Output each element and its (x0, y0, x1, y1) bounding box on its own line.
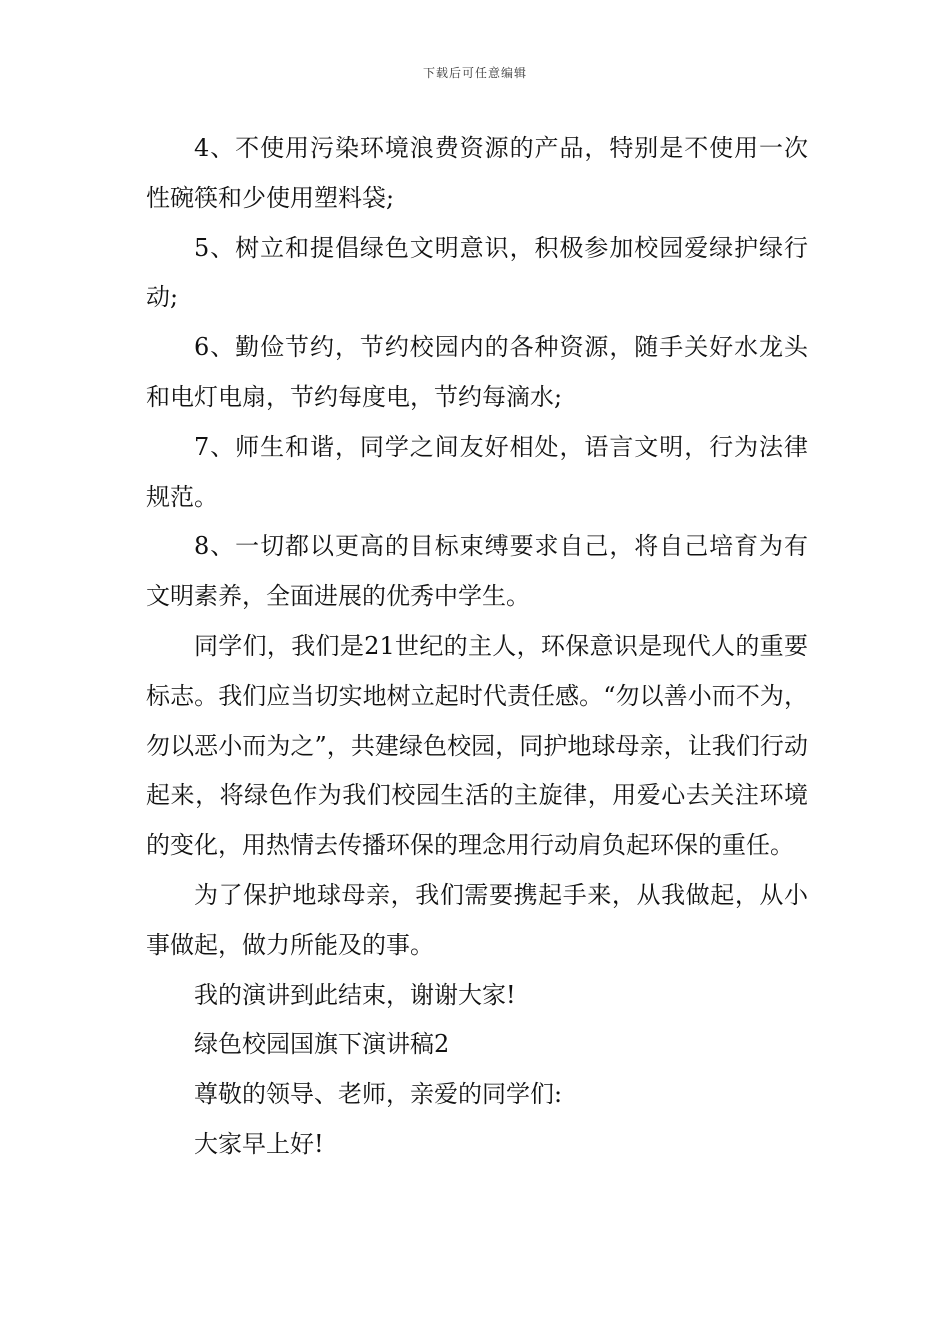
paragraph-item-4: 4、不使用污染环境浪费资源的产品，特别是不使用一次性碗筷和少使用塑料袋; (146, 134, 808, 212)
paragraph-students: 同学们，我们是21世纪的主人，环保意识是现代人的重要标志。我们应当切实地树立起时代责任感。“勿以善小而不为，勿以恶小而为之”，共建绿色校园，同护地球母亲，让我们行动起来，将绿色作为我们校园生活的主旋律，用爱心去关注环境的变化，用热情去传播环保的理念用行动肩负起环保的重任。 (146, 631, 808, 860)
paragraph-protect-earth: 为了保护地球母亲，我们需要携起手来，从我做起，从小事做起，做力所能及的事。 (146, 880, 808, 959)
page-header: 下载后可任意编辑 (422, 66, 527, 80)
paragraph-closing: 我的演讲到此结束，谢谢大家! (194, 980, 516, 1009)
greeting: 大家早上好! (194, 1129, 324, 1158)
paragraph-item-6: 6、勤俭节约，节约校园内的各种资源，随手关好水龙头和电灯电扇，节约每度电，节约每滴水; (146, 333, 808, 411)
section-title: 绿色校园国旗下演讲稿2 (194, 1030, 450, 1059)
salutation: 尊敬的领导、老师，亲爱的同学们: (194, 1080, 563, 1109)
paragraph-item-8: 8、一切都以更高的目标束缚要求自己，将自己培育为有文明素养，全面进展的优秀中学生。 (146, 532, 808, 611)
paragraph-item-7: 7、师生和谐，同学之间友好相处，语言文明，行为法律规范。 (146, 432, 808, 511)
document-body (146, 124, 808, 1170)
paragraph-item-5: 5、树立和提倡绿色文明意识，积极参加校园爱绿护绿行动; (146, 233, 808, 312)
